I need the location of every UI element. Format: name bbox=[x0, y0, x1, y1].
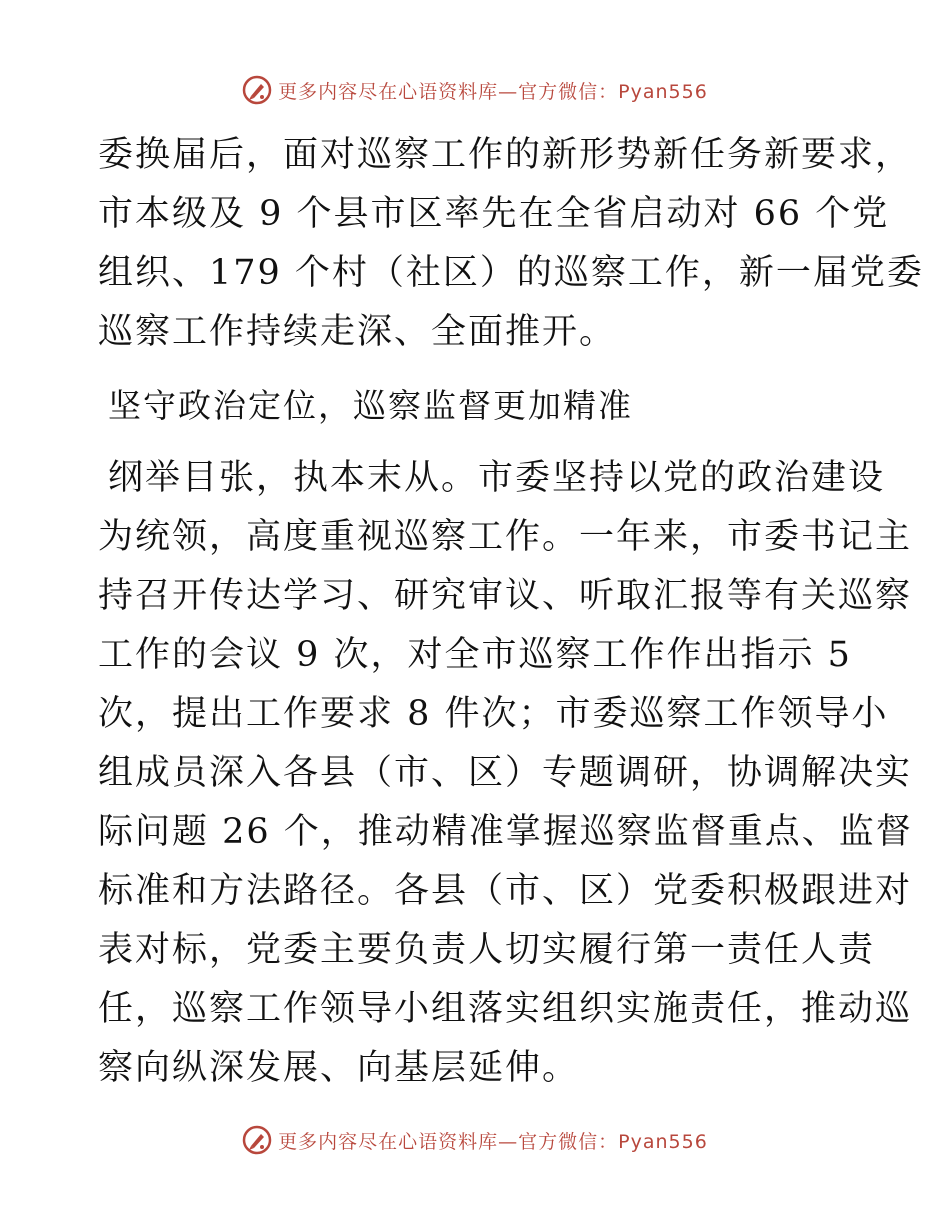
paragraph-2 bbox=[98, 449, 913, 1098]
text-line: 巡察工作持续走深、全面推开。 bbox=[98, 312, 617, 352]
text-line: 际问题 26 个，推动精准掌握巡察监督重点、监督 bbox=[98, 812, 913, 852]
text-line: 工作的会议 9 次，对全市巡察工作作出指示 5 bbox=[98, 635, 852, 675]
pen-logo-icon bbox=[242, 1125, 272, 1155]
text-line: 表对标，党委主要负责人切实履行第一责任人责 bbox=[98, 930, 876, 970]
banner-text bbox=[278, 77, 708, 104]
banner-handle: Pyan556 bbox=[618, 1130, 708, 1153]
text-line: 次，提出工作要求 8 件次；市委巡察工作领导小 bbox=[98, 694, 889, 734]
text-line: 任，巡察工作领导小组落实组织实施责任，推动巡 bbox=[98, 989, 913, 1029]
banner-label: 更多内容尽在心语资料库—官方微信： bbox=[278, 80, 619, 103]
header-banner bbox=[0, 72, 950, 108]
document-body bbox=[98, 126, 924, 1098]
banner-handle: Pyan556 bbox=[618, 80, 708, 103]
paragraph-1 bbox=[98, 126, 924, 362]
text-line: 委换届后，面对巡察工作的新形势新任务新要求， bbox=[98, 135, 913, 175]
text-line: 组织、179 个村（社区）的巡察工作，新一届党委 bbox=[98, 253, 924, 293]
banner-text bbox=[278, 1127, 708, 1154]
text-line: 为统领，高度重视巡察工作。一年来，市委书记主 bbox=[98, 517, 913, 557]
text-line: 组成员深入各县（市、区）专题调研，协调解决实 bbox=[98, 753, 913, 793]
text-line: 市本级及 9 个县市区率先在全省启动对 66 个党 bbox=[98, 194, 890, 234]
text-line: 察向纵深发展、向基层延伸。 bbox=[98, 1048, 580, 1088]
text-line: 纲举目张，执本末从。市委坚持以党的政治建设 bbox=[108, 458, 886, 498]
text-line: 标准和方法路径。各县（市、区）党委积极跟进对 bbox=[98, 871, 913, 911]
section-heading: 坚守政治定位，巡察监督更加精准 bbox=[108, 386, 633, 425]
footer-banner bbox=[0, 1122, 950, 1158]
text-line: 持召开传达学习、研究审议、听取汇报等有关巡察 bbox=[98, 576, 913, 616]
banner-label: 更多内容尽在心语资料库—官方微信： bbox=[278, 1130, 619, 1153]
pen-logo-icon bbox=[242, 75, 272, 105]
